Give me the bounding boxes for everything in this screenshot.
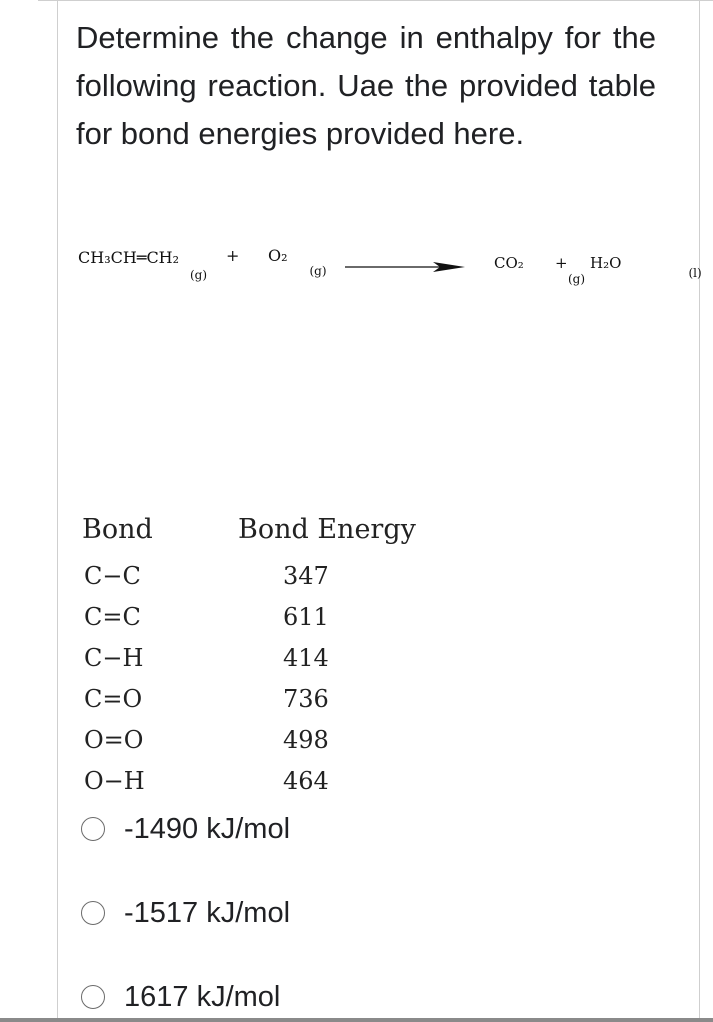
bond-cell: C=C — [84, 603, 141, 631]
answer-option-1[interactable] — [81, 809, 290, 849]
option-label: -1517 kJ/mol — [124, 896, 291, 929]
energy-cell: 464 — [283, 767, 329, 795]
product-co2: CO₂ — [494, 254, 524, 272]
radio-button[interactable] — [81, 985, 105, 1009]
energy-cell: 347 — [283, 562, 329, 590]
header-bond: Bond — [82, 514, 153, 545]
plus-sign: + — [555, 254, 568, 272]
option-label: 1617 kJ/mol — [124, 980, 281, 1013]
radio-button[interactable] — [81, 901, 105, 925]
plus-sign: + — [226, 246, 240, 265]
energy-cell: 611 — [283, 603, 329, 631]
reaction-equation — [0, 0, 713, 320]
product-water-state: (l) — [688, 266, 702, 280]
reactant-oxygen-state: (g) — [309, 264, 327, 278]
energy-cell: 498 — [283, 726, 329, 754]
radio-button[interactable] — [81, 817, 105, 841]
option-label: -1490 kJ/mol — [124, 812, 291, 845]
answer-option-3[interactable] — [81, 977, 280, 1017]
reactant-oxygen: O₂ — [268, 246, 288, 265]
product-water: H₂O — [590, 254, 622, 272]
product-co2-state: (g) — [568, 272, 586, 286]
bond-cell: C−C — [84, 562, 141, 590]
energy-cell: 736 — [283, 685, 329, 713]
bond-cell: O=O — [84, 726, 144, 754]
question-text: Determine the change in enthalpy for the following reaction. Uae the provided table for bond energies provided here. — [76, 20, 656, 151]
reactant-propene-state: (g) — [190, 268, 208, 282]
reactant-propene: CH₃CH═CH₂ — [78, 248, 180, 267]
bond-cell: C−H — [84, 644, 144, 672]
header-bond-energy: Bond Energy — [238, 514, 416, 545]
reaction-arrow — [345, 262, 465, 272]
bond-cell: C=O — [84, 685, 143, 713]
bottom-divider — [0, 1018, 713, 1022]
energy-cell: 414 — [283, 644, 329, 672]
answer-option-2[interactable] — [81, 893, 290, 933]
bond-cell: O−H — [84, 767, 145, 795]
